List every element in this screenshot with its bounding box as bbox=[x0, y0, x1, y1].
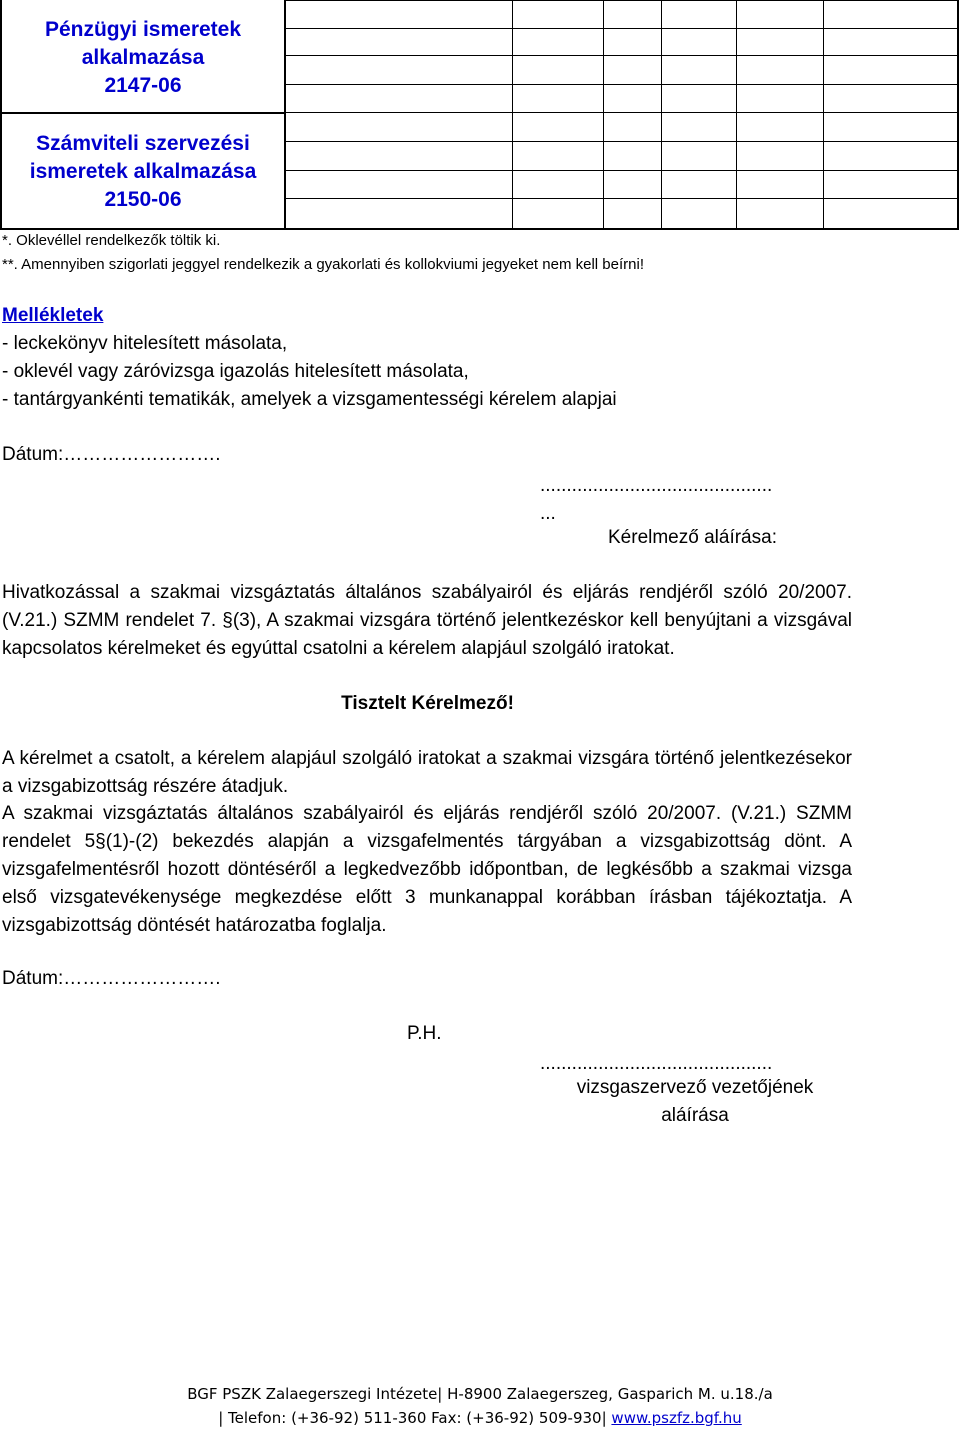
module-1-line1: Pénzügyi ismeretek bbox=[44, 18, 242, 41]
footnote-2: **. Amennyiben szigorlati jeggyel rendelkezik a gyakorlati és kollokviumi jegyeket nem kell beírni! bbox=[2, 256, 644, 273]
footer bbox=[0, 1382, 960, 1430]
body-paragraph-1: A kérelmet a csatolt, a kérelem alapjául szolgáló iratokat a szakmai vizsgára történő jelentkezésekor a vizsgabizottság részére átadjuk. bbox=[2, 748, 852, 797]
module-2-name bbox=[2, 130, 284, 214]
footer-phone-fax: | Telefon: (+36-92) 511-360 Fax: (+36-92) 509-930| bbox=[218, 1409, 607, 1427]
organizer-signature-label-2: aláírása bbox=[661, 1105, 729, 1126]
attachments-section bbox=[2, 302, 617, 414]
applicant-date: Dátum:……………………. bbox=[2, 444, 221, 465]
module-1-line2: alkalmazása bbox=[81, 46, 205, 69]
module-2-code: 2150-06 bbox=[104, 188, 182, 211]
organizer-signature-line: ............................................ bbox=[540, 1053, 773, 1074]
footnote-1: *. Oklevéllel rendelkezők töltik ki. bbox=[2, 232, 221, 249]
footer-website-link[interactable]: www.pszfz.bgf.hu bbox=[611, 1409, 742, 1427]
stamp-label: P.H. bbox=[407, 1023, 442, 1044]
applicant-signature-line-cont: ... bbox=[540, 503, 556, 524]
attachments-heading: Mellékletek bbox=[2, 305, 104, 326]
organizer-signature-label bbox=[540, 1074, 850, 1130]
reference-paragraph: Hivatkozással a szakmai vizsgáztatás általános szabályairól és eljárás rendjéről szóló 20/2007. (V.21.) SZMM rendelet 7. §(3), A szakmai vizsgára történő jelentkezéskor kell benyújtani a vizsgával kapcsolatos kérelmeket és egyúttal csatolni a kérelem alapjául szolgáló iratokat. bbox=[2, 582, 852, 659]
attachment-item: - oklevél vagy záróvizsga igazolás hitelesített másolata, bbox=[2, 361, 469, 382]
body-paragraph-2: A szakmai vizsgáztatás általános szabályairól és eljárás rendjéről szóló 20/2007. (V.21.) SZMM rendelet 5§(1)-(2) bekezdés alapján a vizsgafelmentés tárgyában a vizsgabizottság dönt. A vizsgafelmentésről hozott döntéséről a legkedvezőbb időpontban, de legkésőbb a szakmai vizsga első vizsgatevékenysége megkezdése előtt 3 munkanappal korábban írásban tájékoztatja. A vizsgabizottság döntését határozatba foglalja. bbox=[2, 803, 852, 936]
module-2-line2: ismeretek alkalmazása bbox=[29, 160, 257, 183]
attachment-item: - tantárgyankénti tematikák, amelyek a vizsgamentességi kérelem alapjai bbox=[2, 389, 617, 410]
footer-address: BGF PSZK Zalaegerszegi Intézete| H-8900 Zalaegerszeg, Gasparich M. u.18./a bbox=[187, 1385, 773, 1403]
module-1-code: 2147-06 bbox=[104, 74, 182, 97]
salutation: Tisztelt Kérelmező! bbox=[341, 693, 514, 714]
footer-contact bbox=[0, 1406, 960, 1430]
organizer-signature-label-1: vizsgaszervező vezetőjének bbox=[576, 1077, 814, 1098]
module-2-line1: Számviteli szervezési bbox=[36, 132, 250, 155]
applicant-signature-label: Kérelmező aláírása: bbox=[608, 527, 777, 548]
applicant-signature-line: ............................................ bbox=[540, 475, 773, 496]
organizer-date: Dátum:……………………. bbox=[2, 968, 221, 989]
attachment-item: - leckekönyv hitelesített másolata, bbox=[2, 333, 288, 354]
module-1-name bbox=[2, 16, 284, 100]
